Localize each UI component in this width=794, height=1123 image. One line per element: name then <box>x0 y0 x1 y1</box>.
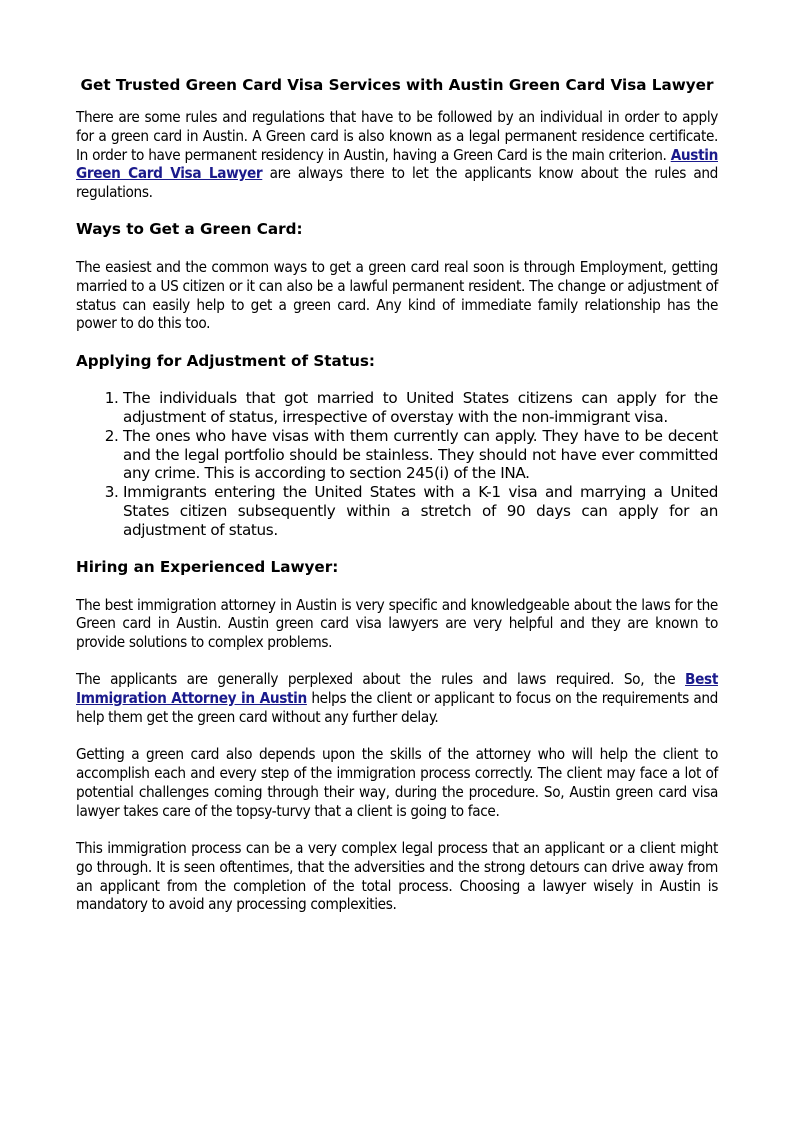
list-item: 1. The individuals that got married to United States citizens can apply for the adjustment of status, irrespective of overstay with the non-immigrant visa. <box>123 389 718 427</box>
ways-paragraph: The easiest and the common ways to get a green card real soon is through Employment, getting married to a US citizen or it can also be a lawful permanent resident. The change or adjustment of status can easily help to get a green card. Any kind of immediate family relationship has the power to do this too. <box>76 257 718 333</box>
section-heading-adjustment: Applying for Adjustment of Status: <box>76 351 375 370</box>
hiring-text-1: The applicants are generally perplexed about the rules and laws required. So, the <box>76 670 686 689</box>
hiring-paragraph-4: This immigration process can be a very complex legal process that an applicant or a client might go through. It is seen oftentimes, that the adversities and the strong detours can drive away from an applicant from the completion of the total process. Choosing a lawyer wisely in Austin is mandatory to avoid any processing complexities. <box>76 839 718 914</box>
intro-paragraph <box>76 108 718 202</box>
best-immigration-attorney-link[interactable]: Best Immigration Attorney in Austin <box>76 670 718 708</box>
austin-green-card-visa-lawyer-link[interactable]: Austin Green Card Visa Lawyer <box>76 145 718 183</box>
adjustment-list <box>76 389 718 539</box>
section-heading-ways: Ways to Get a Green Card: <box>76 220 303 239</box>
intro-text-1: There are some rules and regulations that have to be followed by an individual in order to apply for a green card in Austin. A Green card is also known as a legal permanent residence certificate. In order to have permanent residency in Austin, having a Green Card is the main criterion. <box>76 108 718 164</box>
list-item: 3. Immigrants entering the United States with a K-1 visa and marrying a United States citizen subsequently within a stretch of 90 days can apply for an adjustment of status. <box>123 483 718 539</box>
intro-text-2: are always there to let the applicants know about the rules and regulations. <box>76 164 719 202</box>
section-heading-hiring: Hiring an Experienced Lawyer: <box>76 558 339 577</box>
hiring-paragraph-1: The best immigration attorney in Austin is very specific and knowledgeable about the laws for the Green card in Austin. Austin green card visa lawyers are very helpful and they are known to provide solutions to complex problems. <box>76 595 718 652</box>
hiring-paragraph-2 <box>76 670 718 726</box>
page-title: Get Trusted Green Card Visa Services with Austin Green Card Visa Lawyer <box>80 76 714 94</box>
hiring-paragraph-3: Getting a green card also depends upon the skills of the attorney who will help the client to accomplish each and every step of the immigration process correctly. The client may face a lot of potential challenges coming through their way, during the procedure. So, Austin green card visa lawyer takes care of the topsy-turvy that a client is going to face. <box>76 745 718 820</box>
document-page <box>76 76 718 933</box>
list-item: 2. The ones who have visas with them currently can apply. They have to be decent and the legal portfolio should be stainless. They should not have ever committed any crime. This is according to section 245(i) of the INA. <box>123 427 718 483</box>
hiring-text-2: helps the client or applicant to focus on the requirements and help them get the green card without any further delay. <box>76 689 718 727</box>
